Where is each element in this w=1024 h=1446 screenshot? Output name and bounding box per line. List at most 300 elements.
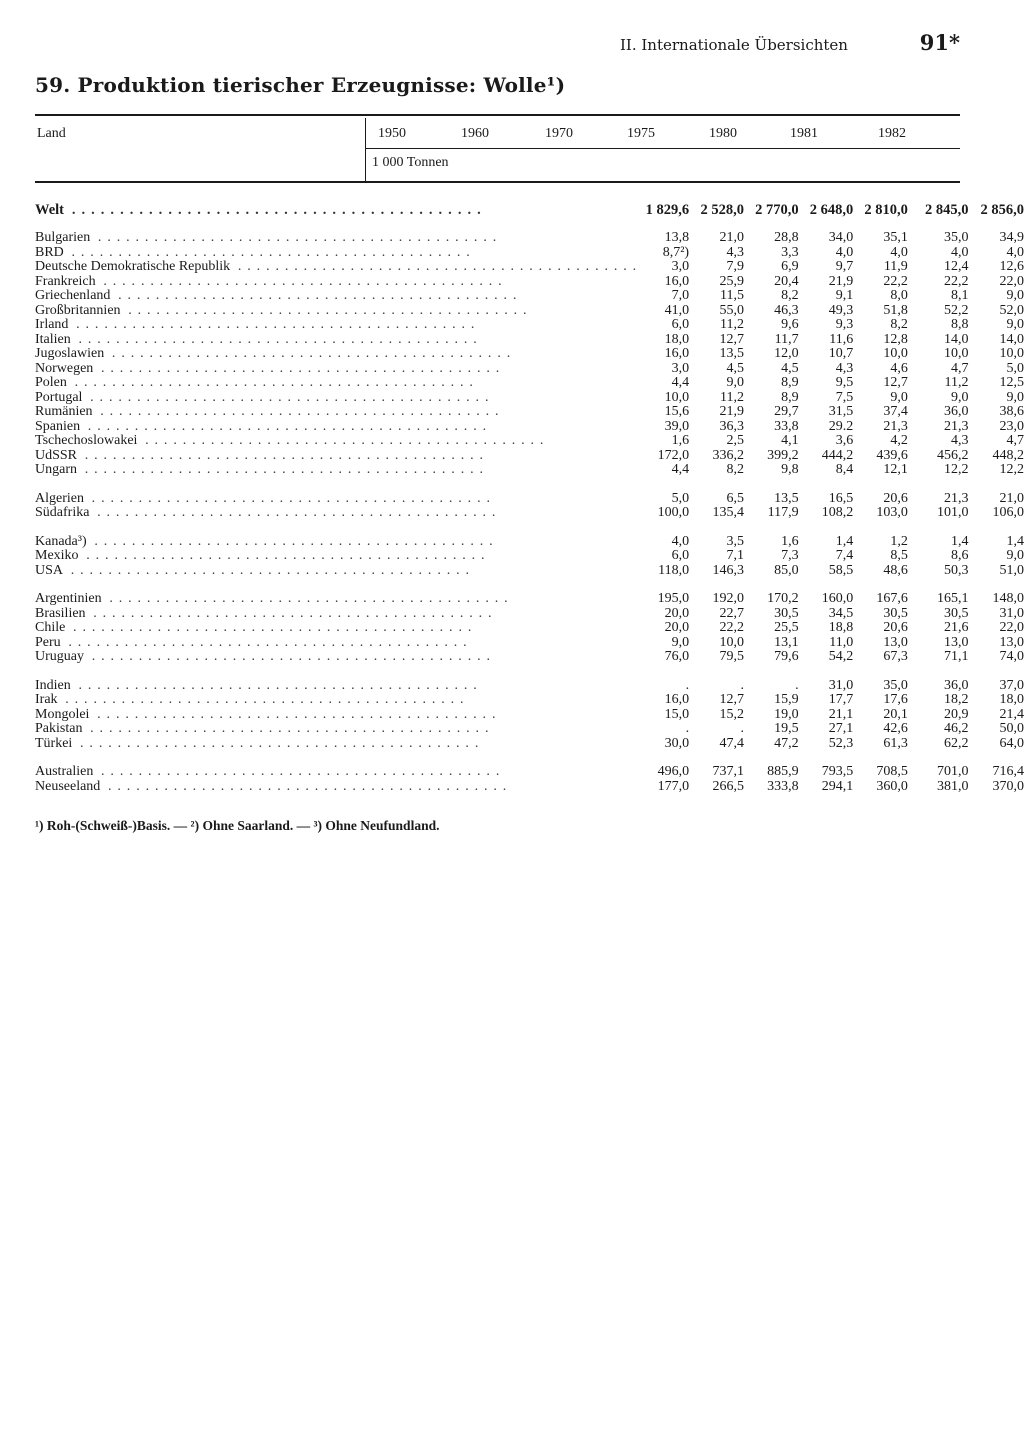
country-name: Uruguay — [35, 650, 87, 664]
country-cell — [35, 449, 637, 464]
land-column-header: Land — [37, 126, 66, 141]
leader-dots: . . . . . . . . . . . . . . . . . . . . . . . . . . . . . . . . . . . . . . . . . . . — [66, 563, 471, 578]
table-row — [35, 246, 1024, 261]
country-cell — [35, 275, 637, 290]
table-row — [35, 420, 1024, 435]
year-header: 1975 — [627, 126, 655, 141]
value-cell: 22,0 — [999, 620, 1024, 635]
value-cell: 6,5 — [726, 490, 744, 506]
country-name: Griechenland — [35, 289, 113, 303]
country-cell — [35, 780, 637, 795]
value-cell: 10,0 — [999, 346, 1024, 361]
leader-dots: . . . . . . . . . . . . . . . . . . . . . . . . . . . . . . . . . . . . . . . . . . . — [92, 707, 497, 722]
value-cell: 21,3 — [883, 418, 908, 434]
value-cell: 8,0 — [890, 288, 908, 303]
country-cell — [35, 650, 637, 665]
value-cell: 13,1 — [774, 634, 799, 650]
value-cell: 8,2 — [781, 288, 799, 303]
value-cell: 21,6 — [943, 620, 969, 635]
value-cell: 11,7 — [774, 331, 799, 347]
spacer-row — [35, 578, 1024, 592]
country-name: Peru — [35, 636, 64, 650]
value-cell: 336,2 — [712, 447, 744, 463]
value-cell: 12,4 — [943, 259, 969, 274]
table-row — [35, 506, 1024, 521]
leader-dots: . . . . . . . . . . . . . . . . . . . . . . . . . . . . . . . . . . . . . . . . . . . — [123, 303, 528, 318]
value-cell: 4,0 — [835, 244, 854, 260]
leader-dots: . . . . . . . . . . . . . . . . . . . . . . . . . . . . . . . . . . . . . . . . . . . — [67, 201, 482, 218]
value-cell: 51,8 — [883, 302, 908, 318]
leader-dots: . . . . . . . . . . . . . . . . . . . . . . . . . . . . . . . . . . . . . . . . . . . — [73, 332, 478, 347]
value-cell: 21,9 — [719, 404, 744, 419]
year-rule — [365, 148, 960, 149]
value-cell: 7,1 — [726, 548, 744, 563]
value-cell: 4,0 — [950, 244, 969, 260]
value-cell: 170,2 — [767, 591, 799, 606]
value-cell: 33,8 — [774, 418, 799, 434]
table-row — [35, 289, 1024, 304]
value-cell: 6,9 — [781, 259, 799, 274]
country-name: Mexiko — [35, 549, 82, 563]
leader-dots: . . . . . . . . . . . . . . . . . . . . . . . . . . . . . . . . . . . . . . . . . . . — [98, 274, 503, 289]
country-cell — [35, 607, 637, 622]
leader-dots: . . . . . . . . . . . . . . . . . . . . . . . . . . . . . . . . . . . . . . . . . . . — [86, 491, 492, 506]
value-cell: 103,0 — [876, 505, 908, 520]
country-name: Pakistan — [35, 722, 85, 736]
value-cell: 716,4 — [992, 764, 1024, 779]
leader-dots: . . . . . . . . . . . . . . . . . . . . . . . . . . . . . . . . . . . . . . . . . . . — [96, 361, 501, 376]
leader-dots: . . . . . . . . . . . . . . . . . . . . . . . . . . . . . . . . . . . . . . . . . . . — [60, 693, 465, 707]
value-cell: 34,5 — [828, 605, 854, 621]
country-name: Brasilien — [35, 607, 89, 621]
value-cell: 100,0 — [657, 505, 690, 520]
value-cell: 2 648,0 — [809, 201, 854, 218]
value-cell: 12,7 — [719, 331, 744, 347]
value-cell: 370,0 — [992, 778, 1024, 794]
country-cell — [35, 549, 637, 564]
leader-dots: . . . . . . . . . . . . . . . . . . . . . . . . . . . . . . . . . . . . . . . . . . . — [113, 289, 518, 303]
value-cell: 11,0 — [829, 634, 854, 650]
country-cell — [35, 434, 637, 449]
value-cell: 12,1 — [883, 462, 908, 477]
leader-dots: . . . . . . . . . . . . . . . . . . . . . . . . . . . . . . . . . . . . . . . . . . . — [66, 245, 471, 260]
value-cell: 737,1 — [712, 764, 744, 779]
value-cell: 79,5 — [719, 649, 744, 664]
value-cell: 9,0 — [1006, 288, 1024, 303]
value-cell: 13,8 — [664, 230, 690, 245]
leader-dots: . . . . . . . . . . . . . . . . . . . . . . . . . . . . . . . . . . . . . . . . . . . — [85, 390, 490, 405]
country-name: Neuseeland — [35, 780, 103, 794]
country-cell — [35, 492, 637, 507]
value-cell: 9,6 — [781, 317, 799, 332]
value-cell: 22,2 — [943, 273, 969, 289]
country-name: Großbritannien — [35, 304, 124, 318]
table-row — [35, 347, 1024, 362]
value-cell: 14,0 — [999, 331, 1024, 347]
value-cell: 18,0 — [664, 331, 690, 347]
value-cell: 8,1 — [950, 288, 969, 303]
table-row — [35, 260, 1024, 275]
leader-dots: . . . . . . . . . . . . . . . . . . . . . . . . . . . . . . . . . . . . . . . . . . . — [81, 549, 486, 563]
value-cell: 20,0 — [664, 620, 690, 635]
value-cell: 146,3 — [712, 562, 744, 578]
table-row — [35, 636, 1024, 651]
value-cell: 71,1 — [943, 649, 969, 664]
table-row — [35, 362, 1024, 377]
value-cell: 58,5 — [828, 562, 854, 578]
value-cell: 1,4 — [835, 533, 854, 549]
value-cell: 37,4 — [883, 404, 908, 419]
spacer-row — [35, 221, 1024, 231]
table-row — [35, 376, 1024, 391]
value-cell: 48,6 — [883, 562, 908, 578]
spacer-row — [35, 521, 1024, 535]
country-cell — [35, 347, 637, 362]
table-row — [35, 765, 1024, 780]
table-title: 59. Produktion tierischer Erzeugnisse: Wolle¹) — [35, 73, 566, 97]
year-header: 1970 — [545, 126, 573, 141]
value-cell: 108,2 — [821, 505, 854, 520]
table-row — [35, 693, 1024, 708]
value-cell: 9,0 — [726, 375, 744, 390]
country-name: Frankreich — [35, 275, 99, 289]
value-cell: 21,1 — [828, 706, 854, 722]
value-cell: 7,0 — [671, 288, 690, 303]
value-cell: 9,0 — [890, 389, 908, 405]
country-name: BRD — [35, 246, 67, 260]
leader-dots: . . . . . . . . . . . . . . . . . . . . . . . . . . . . . . . . . . . . . . . . . . . — [103, 779, 508, 794]
value-cell: 52,2 — [943, 302, 969, 318]
value-cell: 29.2 — [828, 418, 854, 434]
table-row — [35, 549, 1024, 564]
spacer-row — [35, 478, 1024, 492]
value-cell: 46,2 — [943, 721, 969, 736]
value-cell: 11,9 — [883, 259, 908, 274]
value-cell: . — [685, 721, 690, 736]
value-cell: 117,9 — [767, 505, 799, 520]
country-name: Welt — [35, 202, 67, 218]
value-cell: 25,9 — [719, 273, 744, 289]
value-cell: 31,5 — [828, 404, 854, 419]
value-cell: 381,0 — [936, 778, 969, 794]
country-cell — [35, 463, 637, 478]
leader-dots: . . . . . . . . . . . . . . . . . . . . . . . . . . . . . . . . . . . . . . . . . . . — [96, 765, 501, 779]
country-cell — [35, 231, 637, 246]
country-name: Irland — [35, 318, 71, 332]
value-cell: 11,2 — [944, 375, 969, 390]
table-row — [35, 621, 1024, 636]
value-cell: 4,0 — [1006, 244, 1024, 260]
table-row — [35, 535, 1024, 550]
leader-dots: . . . . . . . . . . . . . . . . . . . . . . . . . . . . . . . . . . . . . . . . . . . — [63, 635, 468, 650]
value-cell: 30,0 — [664, 735, 690, 751]
page-number: 91* — [919, 30, 960, 55]
value-cell: 21,4 — [999, 706, 1024, 722]
value-cell: 23,0 — [999, 418, 1024, 434]
value-cell: 496,0 — [657, 764, 690, 779]
value-cell: 13,0 — [943, 634, 969, 650]
value-cell: 4,7 — [1006, 433, 1024, 448]
value-cell: 13,0 — [883, 634, 908, 650]
country-name: Rumänien — [35, 405, 96, 419]
value-cell: 52,0 — [999, 302, 1024, 318]
value-cell: 16,5 — [828, 490, 854, 506]
leader-dots: . . . . . . . . . . . . . . . . . . . . . . . . . . . . . . . . . . . . . . . . . . . — [83, 419, 488, 434]
value-cell: 10,7 — [828, 346, 854, 361]
value-cell: 8,5 — [890, 548, 908, 563]
value-cell: 22,2 — [883, 273, 908, 289]
value-cell: 10,0 — [943, 346, 969, 361]
value-cell: 16,0 — [664, 346, 690, 361]
value-cell: 9,5 — [835, 375, 854, 390]
value-cell: 1,2 — [890, 533, 908, 549]
value-cell: 42,6 — [883, 721, 908, 736]
value-cell: 9,0 — [1006, 317, 1024, 332]
leader-dots: . . . . . . . . . . . . . . . . . . . . . . . . . . . . . . . . . . . . . . . . . . . — [75, 736, 480, 751]
value-cell: 28,8 — [774, 230, 799, 245]
value-cell: . — [685, 677, 690, 693]
country-cell — [35, 722, 637, 737]
value-cell: 50,3 — [943, 562, 969, 578]
value-cell: 19,0 — [774, 706, 799, 722]
value-cell: 21,0 — [719, 230, 744, 245]
value-cell: . — [740, 721, 744, 736]
value-cell: 4,7 — [950, 360, 969, 376]
value-cell: 85,0 — [774, 562, 799, 578]
value-cell: 101,0 — [936, 505, 969, 520]
country-name: Irak — [35, 693, 61, 707]
value-cell: 9,1 — [835, 288, 854, 303]
leader-dots: . . . . . . . . . . . . . . . . . . . . . . . . . . . . . . . . . . . . . . . . . . . — [89, 534, 494, 549]
value-cell: 6,0 — [671, 548, 690, 563]
value-cell: 4,1 — [781, 433, 799, 448]
value-cell: 13,0 — [999, 634, 1024, 650]
value-cell: 62,2 — [943, 735, 969, 751]
value-cell: 47,4 — [719, 735, 744, 751]
value-cell: 9,3 — [835, 317, 854, 332]
value-cell: 8,6 — [950, 548, 969, 563]
value-cell: 3,0 — [671, 360, 690, 376]
value-cell: 294,1 — [821, 778, 854, 794]
country-name: Australien — [35, 765, 96, 779]
leader-dots: . . . . . . . . . . . . . . . . . . . . . . . . . . . . . . . . . . . . . . . . . . . — [80, 448, 485, 463]
value-cell: 20,4 — [774, 273, 799, 289]
country-cell — [35, 636, 637, 651]
value-cell: 360,0 — [876, 778, 908, 794]
value-cell: 20,6 — [883, 490, 908, 506]
value-cell: 14,0 — [943, 331, 969, 347]
value-cell: 7,9 — [726, 259, 744, 274]
value-cell: 177,0 — [657, 778, 690, 794]
value-cell: 37,0 — [999, 677, 1024, 693]
leader-dots: . . . . . . . . . . . . . . . . . . . . . . . . . . . . . . . . . . . . . . . . . . . — [88, 606, 493, 621]
value-cell: 2 810,0 — [864, 201, 908, 218]
value-cell: 6,0 — [671, 317, 690, 332]
country-cell — [35, 405, 637, 420]
value-cell: 4,4 — [671, 375, 690, 390]
country-name: Ungarn — [35, 463, 80, 477]
country-cell — [35, 333, 637, 348]
value-cell: 79,6 — [774, 649, 799, 664]
country-cell — [35, 592, 637, 607]
value-cell: 11,6 — [829, 331, 854, 347]
value-cell: 30,5 — [774, 605, 799, 621]
country-cell — [35, 420, 637, 435]
year-header: 1982 — [878, 126, 906, 141]
value-cell: 18,2 — [943, 692, 969, 707]
value-cell: 793,5 — [821, 764, 854, 779]
table-row — [35, 650, 1024, 665]
country-name: Italien — [35, 333, 74, 347]
value-cell: 2 528,0 — [700, 201, 744, 218]
value-cell: 8,9 — [781, 389, 799, 405]
value-cell: 36,0 — [943, 404, 969, 419]
value-cell: 22,2 — [719, 620, 744, 635]
value-cell: 19,5 — [774, 721, 799, 736]
unit-label: 1 000 Tonnen — [372, 155, 449, 170]
value-cell: 8,7²) — [662, 244, 690, 260]
value-cell: 8,2 — [890, 317, 908, 332]
country-cell — [35, 362, 637, 377]
value-cell: 17,7 — [828, 692, 854, 707]
table-row — [35, 564, 1024, 579]
country-cell — [35, 765, 637, 780]
value-cell: 333,8 — [767, 778, 799, 794]
leader-dots: . . . . . . . . . . . . . . . . . . . . . . . . . . . . . . . . . . . . . . . . . . . — [104, 592, 509, 606]
value-cell: 22,0 — [999, 273, 1024, 289]
country-name: Kanada³) — [35, 535, 90, 549]
value-cell: 27,1 — [828, 721, 854, 736]
value-cell: 20,0 — [664, 605, 690, 621]
value-cell: 266,5 — [712, 778, 744, 794]
value-cell: 49,3 — [828, 302, 854, 318]
value-cell: 2 856,0 — [980, 201, 1024, 218]
value-cell: 4,4 — [671, 462, 690, 477]
leader-dots: . . . . . . . . . . . . . . . . . . . . . . . . . . . . . . . . . . . . . . . . . . . — [87, 650, 492, 664]
value-cell: 8,4 — [835, 462, 854, 477]
country-name: Chile — [35, 621, 68, 635]
world-row — [35, 199, 1024, 221]
leader-dots: . . . . . . . . . . . . . . . . . . . . . . . . . . . . . . . . . . . . . . . . . . . — [73, 678, 478, 693]
country-name: Spanien — [35, 420, 83, 434]
value-cell: 39,0 — [664, 418, 690, 434]
value-cell: 701,0 — [936, 764, 969, 779]
value-cell: 8,9 — [781, 375, 799, 390]
value-cell: 35,0 — [883, 677, 908, 693]
value-cell: 13,5 — [774, 490, 799, 506]
value-cell: 160,0 — [821, 591, 854, 606]
value-cell: 448,2 — [992, 447, 1024, 463]
spacer-row — [35, 751, 1024, 765]
value-cell: 10,0 — [664, 389, 690, 405]
leader-dots: . . . . . . . . . . . . . . . . . . . . . . . . . . . . . . . . . . . . . . . . . . . — [80, 463, 485, 477]
country-name: Mongolei — [35, 708, 92, 722]
value-cell: 1 829,6 — [645, 201, 690, 218]
value-cell: 47,2 — [774, 735, 799, 751]
table-row — [35, 318, 1024, 333]
value-cell: 456,2 — [936, 447, 969, 463]
country-name: Algerien — [35, 492, 87, 506]
table-row — [35, 304, 1024, 319]
value-cell: . — [795, 677, 799, 693]
year-header: 1950 — [378, 126, 406, 141]
value-cell: 135,4 — [712, 505, 744, 520]
value-cell: 4,3 — [950, 433, 969, 448]
country-cell — [35, 289, 637, 304]
value-cell: 10,0 — [719, 634, 744, 650]
value-cell: 192,0 — [712, 591, 744, 606]
value-cell: 167,6 — [876, 591, 908, 606]
value-cell: 30,5 — [883, 605, 908, 621]
value-cell: 21,0 — [999, 490, 1024, 506]
value-cell: 11,2 — [720, 389, 744, 405]
value-cell: 52,3 — [828, 735, 854, 751]
value-cell: 2 770,0 — [755, 201, 799, 218]
country-cell — [35, 304, 637, 319]
value-cell: 64,0 — [999, 735, 1024, 751]
table-row — [35, 333, 1024, 348]
value-cell: 76,0 — [664, 649, 690, 664]
value-cell: 31,0 — [828, 677, 854, 693]
top-rule — [35, 114, 960, 116]
country-cell — [35, 260, 637, 275]
value-cell: 118,0 — [658, 562, 690, 578]
country-cell — [35, 318, 637, 333]
table-row — [35, 737, 1024, 752]
value-cell: 15,9 — [774, 692, 799, 707]
value-cell: 12,7 — [883, 375, 908, 390]
country-name: Norwegen — [35, 362, 96, 376]
country-cell — [35, 708, 637, 723]
value-cell: 7,4 — [835, 548, 854, 563]
value-cell: 29,7 — [774, 404, 799, 419]
value-cell: 708,5 — [876, 764, 908, 779]
country-name: Argentinien — [35, 592, 105, 606]
country-cell — [35, 564, 637, 579]
table-row — [35, 231, 1024, 246]
value-cell: 11,2 — [720, 317, 744, 332]
table-row — [35, 708, 1024, 723]
leader-dots: . . . . . . . . . . . . . . . . . . . . . . . . . . . . . . . . . . . . . . . . . . . — [71, 318, 476, 332]
value-cell: 3,6 — [835, 433, 854, 448]
value-cell: 1,4 — [950, 533, 969, 549]
country-name: Tschechoslowakei — [35, 434, 140, 448]
country-cell — [35, 376, 637, 391]
country-name: Südafrika — [35, 506, 92, 520]
value-cell: 4,3 — [835, 360, 854, 376]
country-name: UdSSR — [35, 449, 80, 463]
value-cell: 1,6 — [671, 433, 690, 448]
value-cell: 16,0 — [664, 692, 690, 707]
value-cell: 9,8 — [781, 462, 799, 477]
country-cell — [35, 621, 637, 636]
leader-dots: . . . . . . . . . . . . . . . . . . . . . . . . . . . . . . . . . . . . . . . . . . . — [233, 260, 638, 274]
wool-production-table — [35, 199, 1024, 794]
value-cell: 12,6 — [999, 259, 1024, 274]
value-cell: 1,4 — [1006, 533, 1024, 549]
value-cell: 12,2 — [999, 462, 1024, 477]
value-cell: 9,7 — [835, 259, 854, 274]
value-cell: 9,0 — [1006, 548, 1024, 563]
value-cell: 15,6 — [664, 404, 690, 419]
country-name: Deutsche Demokratische Republik — [35, 260, 233, 274]
value-cell: 21,3 — [943, 490, 969, 506]
value-cell: 74,0 — [999, 649, 1024, 664]
table-row — [35, 492, 1024, 507]
value-cell: 67,3 — [883, 649, 908, 664]
year-header: 1981 — [790, 126, 818, 141]
value-cell: 9,0 — [950, 389, 969, 405]
